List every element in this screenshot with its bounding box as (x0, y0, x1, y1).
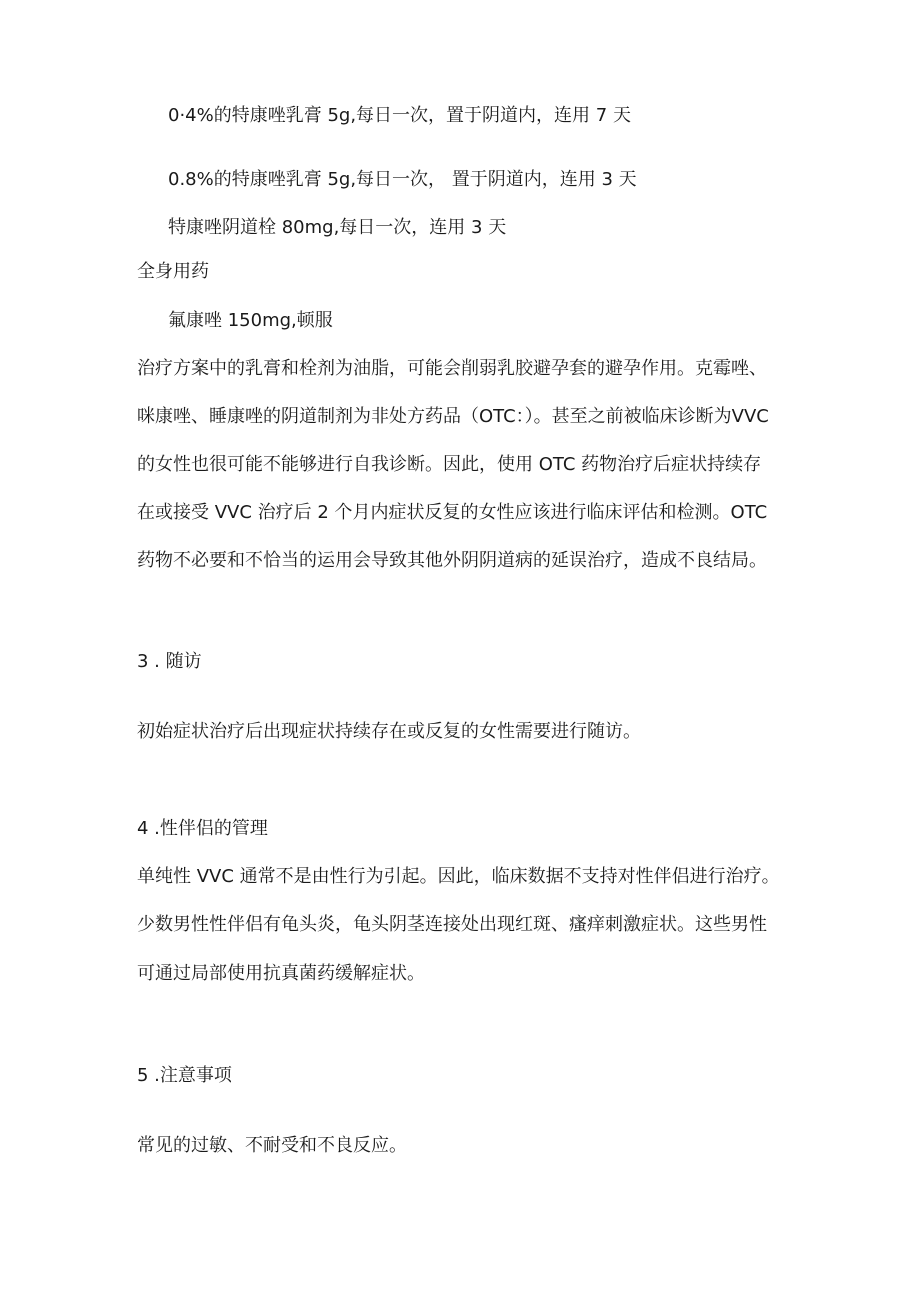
section-3-line-1: 初始症状治疗后出现症状持续存在或反复的女性需要进行随访。 (137, 721, 641, 742)
notes-line-4: 在或接受 VVC 治疗后 2 个月内症状反复的女性应该进行临床评估和检测。OTC (137, 502, 768, 523)
section-3-heading: 3 . 随访 (137, 651, 202, 672)
treatment-local-2: 0.8%的特康唑乳膏 5g,每日一次， 置于阴道内，连用 3 天 (168, 169, 637, 190)
section-4-line-3: 可通过局部使用抗真菌药缓解症状。 (137, 963, 425, 984)
section-4-heading: 4 .性伴侣的管理 (137, 818, 268, 839)
treatment-local-3: 特康唑阴道栓 80mg,每日一次，连用 3 天 (168, 217, 507, 238)
section-4-line-1: 单纯性 VVC 通常不是由性行为引起。因此，临床数据不支持对性伴侣进行治疗。 (137, 866, 780, 887)
notes-line-3: 的女性也很可能不能够进行自我诊断。因此，使用 OTC 药物治疗后症状持续存 (137, 454, 762, 475)
systemic-heading: 全身用药 (137, 261, 209, 282)
notes-line-5: 药物不必要和不恰当的运用会导致其他外阴阴道病的延误治疗，造成不良结局。 (137, 550, 767, 571)
section-5-heading: 5 .注意事项 (137, 1065, 232, 1086)
section-4-line-2: 少数男性性伴侣有龟头炎，龟头阴茎连接处出现红斑、瘙痒刺激症状。这些男性 (137, 914, 767, 935)
section-5-line-1: 常见的过敏、不耐受和不良反应。 (137, 1135, 407, 1156)
treatment-local-1: 0·4%的特康唑乳膏 5g,每日一次，置于阴道内，连用 7 天 (168, 105, 631, 126)
notes-line-1: 治疗方案中的乳膏和栓剂为油脂，可能会削弱乳胶避孕套的避孕作用。克霉唑、 (137, 358, 767, 379)
notes-line-2: 咪康唑、睡康唑的阴道制剂为非处方药品（OTC：）。甚至之前被临床诊断为VVC (137, 406, 769, 427)
treatment-systemic-1: 氟康唑 150mg,顿服 (168, 310, 333, 331)
